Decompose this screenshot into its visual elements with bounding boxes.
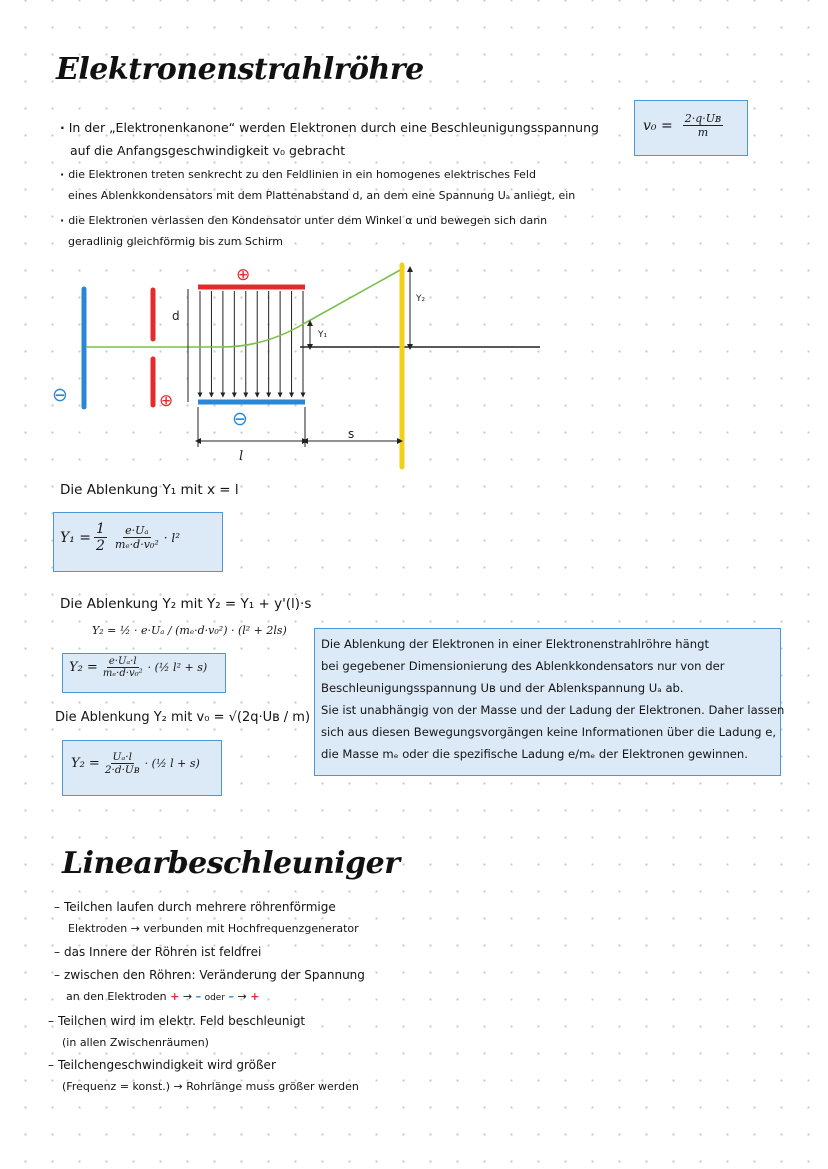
linac-plus-1: + <box>170 990 180 1003</box>
linac-plus-2: + <box>250 990 260 1003</box>
y2-numerator: e·Uₐ·l <box>108 656 137 667</box>
y1-coefficient <box>94 521 107 554</box>
linac-item4-line1: – Teilchen wird im elektr. Feld beschleunigt <box>48 1014 305 1028</box>
v0-denominator: m <box>697 126 709 139</box>
label-y2: Y₂ <box>416 294 426 304</box>
electron-tube-diagram <box>0 255 828 480</box>
v0-lhs: v₀ = <box>643 117 673 134</box>
summary-text <box>321 633 784 765</box>
y2-fraction <box>101 656 145 679</box>
linac-item2: – das Innere der Röhren ist feldfrei <box>54 945 261 959</box>
label-y1: Y₁ <box>318 330 328 340</box>
linac-item1-line1: – Teilchen laufen durch mehrere röhrenförmige <box>54 900 336 914</box>
y2-final-formula <box>71 751 200 776</box>
summary-line2: bei gegebener Dimensionierung des Ablenkkondensators nur von der <box>321 659 725 673</box>
summary-line1: Die Ablenkung der Elektronen in einer Elektronenstrahlröhre hängt <box>321 637 709 651</box>
summary-line5: sich aus diesen Bewegungsvorgängen keine Informationen über die Ladung e, <box>321 725 777 739</box>
y2-final-lhs: Y₂ = <box>71 756 100 771</box>
bullet2-line2: eines Ablenkkondensators mit dem Plattenabstand d, an dem eine Spannung Uₐ anliegt, ein <box>68 189 576 202</box>
y1-lhs: Y₁ = <box>60 529 92 546</box>
label-l: l <box>239 449 244 464</box>
linac-minus-2: – <box>228 990 235 1003</box>
label-s: s <box>348 427 355 441</box>
linac-item1-line2: Elektroden → verbunden mit Hochfrequenzgenerator <box>68 922 359 935</box>
summary-line6: die Masse mₑ oder die spezifische Ladung e/mₑ der Elektronen gewinnen. <box>321 747 748 761</box>
linac-item5-line1: – Teilchengeschwindigkeit wird größer <box>48 1058 276 1072</box>
bullet3-line2: geradlinig gleichförmig bis zum Schirm <box>68 235 284 248</box>
summary-line4: Sie ist unabhängig von der Masse und der Ladung der Elektronen. Daher lassen <box>321 703 785 717</box>
y2-formula <box>69 656 207 679</box>
deflection3-heading: Die Ablenkung Y₂ mit v₀ = √(2q·Uʙ / m) <box>55 710 311 725</box>
v0-formula-box <box>634 100 748 156</box>
bullet2-line1: · die Elektronen treten senkrecht zu den Feldlinien in ein homogenes elektrisches Feld <box>60 168 536 181</box>
y2-final-formula-box <box>62 740 222 796</box>
linac-item4-line2: (in allen Zwischenräumen) <box>62 1036 209 1049</box>
y1-fraction <box>113 524 161 551</box>
summary-box <box>314 628 785 776</box>
bullet3-line1: · die Elektronen verlassen den Kondensator unter dem Winkel α und bewegen sich dann <box>60 214 547 227</box>
y2-denominator: mₑ·d·v₀² <box>102 668 143 679</box>
y2-tail: · (½ l² + s) <box>147 661 208 674</box>
y2-final-fraction <box>103 751 142 776</box>
v0-numerator: 2·q·Uʙ <box>684 112 722 125</box>
y2-formula-box <box>62 653 226 693</box>
y1-numerator: e·Uₐ <box>125 524 149 537</box>
linac-minus-1: – <box>195 990 202 1003</box>
plus-sign-anode: ⊕ <box>159 391 174 411</box>
y1-coefficient-num: 1 <box>96 521 105 537</box>
y2-final-denominator: 2·d·Uʙ <box>104 764 140 776</box>
label-d: d <box>172 309 180 323</box>
y1-coefficient-den: 2 <box>96 538 105 554</box>
section-title-linear-accelerator: Linearbeschleuniger <box>62 846 400 881</box>
linac-item3-line1: – zwischen den Röhren: Veränderung der Spannung <box>54 968 365 982</box>
minus-sign-bottom: ⊖ <box>232 408 248 430</box>
linac-arrow-2: → <box>237 990 247 1003</box>
linac-arrow-1: → <box>182 990 193 1003</box>
section-title-electron-tube: Elektronenstrahlröhre <box>56 52 424 87</box>
minus-sign-cathode: ⊖ <box>52 384 68 406</box>
linac-item5-line2: (Frequenz = konst.) → Rohrlänge muss größer werden <box>62 1080 359 1093</box>
y2-final-tail: · (½ l + s) <box>144 757 200 770</box>
deflection2-heading: Die Ablenkung Y₂ mit Y₂ = Y₁ + y'(l)·s <box>60 596 312 612</box>
linac-item3-prefix: an den Elektroden <box>66 990 167 1003</box>
linac-item3-line2 <box>66 990 259 1003</box>
y1-formula <box>60 521 180 554</box>
linac-oder: oder <box>204 993 226 1003</box>
y1-denominator: mₑ·d·v₀² <box>114 538 159 551</box>
summary-line3: Beschleunigungsspannung Uʙ und der Ablenkspannung Uₐ ab. <box>321 681 684 695</box>
bullet1-line1: · In der „Elektronenkanone“ werden Elektronen durch eine Beschleunigungsspannung <box>60 120 599 135</box>
plus-sign-top: ⊕ <box>236 265 251 285</box>
bullet1-line2: auf die Anfangsgeschwindigkeit v₀ gebracht <box>70 143 346 158</box>
y1-formula-box <box>53 512 223 572</box>
y2-final-numerator: Uₐ·l <box>112 751 132 763</box>
y2-lhs: Y₂ = <box>69 660 98 675</box>
v0-formula <box>643 112 726 139</box>
y1-tail: · l² <box>163 530 181 545</box>
deflection1-heading: Die Ablenkung Y₁ mit x = l <box>60 482 239 498</box>
deflection2-derivation: Y₂ = ½ · e·Uₐ / (mₑ·d·v₀²) · (l² + 2ls) <box>92 624 287 637</box>
v0-fraction <box>683 112 724 139</box>
